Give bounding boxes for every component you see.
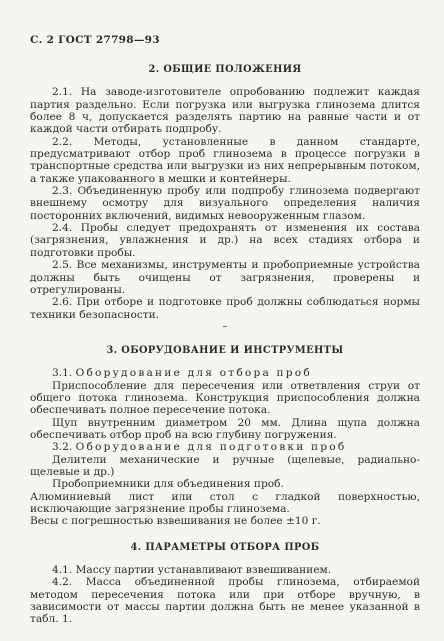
paragraph: 2.1. На заводе-изготовителе опробованию подлежит каждая партия раздельно. Если погрузка или выгрузка глинозема длится более 8 ч, допускается разделять партию на равные части и от каждой части отбирать подпробу. [30, 86, 420, 136]
paragraph: 2.5. Все механизмы, инструменты и пробоприемные устройства должны быть очищены от загрязнения, проверены и отрегулированы. [30, 259, 420, 296]
subsection-label: Оборудование для отбора проб [75, 367, 312, 380]
paragraph: Приспособление для пересечения или ответвления струи от общего потока глинозема. Конструкция приспособления должна обеспечивать полное пересечение потока. [30, 379, 420, 417]
paragraph: Щуп внутренним диаметром 20 мм. Длина щупа должна обеспечивать отбор проб на всю глубину погружения. [30, 416, 420, 441]
subsection-number: 3.2. [52, 441, 73, 454]
paragraph: Весы с погрешностью взвешивания не более ±10 г. [30, 515, 321, 528]
paragraph: 2.4. Пробы следует предохранять от изменения их состава (загрязнения, увлажнения и др.) на всех стадиях отбора и подготовки пробы. [30, 222, 420, 259]
paragraph: 2.3. Объединенную пробу или подпробу глинозема подвергают внешнему осмотру для визуального определения наличия посторонних включений, видимых невооруженным глазом. [30, 185, 420, 222]
section-sampling-parameters [30, 542, 420, 626]
section-title: 4. ПАРАМЕТРЫ ОТБОРА ПРОБ [130, 541, 320, 553]
paragraph: Делители механические и ручные (щелевые, радиально-щелевые и др.) [30, 453, 420, 478]
section-general [30, 64, 420, 331]
section-title: 3. ОБОРУДОВАНИЕ И ИНСТРУМЕНТЫ [106, 344, 344, 356]
subsection-number: 3.1. [52, 367, 73, 380]
separator-dash: – [222, 320, 228, 332]
document-body [30, 64, 420, 626]
section-equipment [30, 345, 420, 528]
paragraph: Алюминиевый лист или стол с гладкой поверхностью, исключающие загрязнение пробы глинозема. [30, 490, 420, 515]
section-title: 2. ОБЩИЕ ПОЛОЖЕНИЯ [148, 64, 302, 75]
paragraph: 2.6. При отборе и подготовке проб должны соблюдаться нормы техники безопасности. [30, 296, 420, 321]
paragraph: 2.2. Методы, установленные в данном стандарте, предусматривают отбор проб глинозема в процессе погрузки в транспортные средства или выгрузки из них непрерывным потоком, а также упакованного в мешки и контейнеры. [30, 135, 420, 185]
subsection-label: Оборудование для подготовки проб [75, 441, 347, 454]
paragraph: 4.2. Масса объединенной пробы глинозема, отбираемой методом пересечения потока или при отборе вручную, в зависимости от массы партии должна быть не менее указанной в табл. 1. [30, 576, 420, 626]
page-header: С. 2 ГОСТ 27798—93 [30, 34, 160, 46]
paragraph: Пробоприемники для объединения проб. [52, 478, 284, 491]
subsection-heading [30, 367, 420, 379]
subsection-heading [30, 441, 420, 453]
paragraph: 4.1. Массу партии устанавливают взвешиванием. [52, 564, 332, 577]
